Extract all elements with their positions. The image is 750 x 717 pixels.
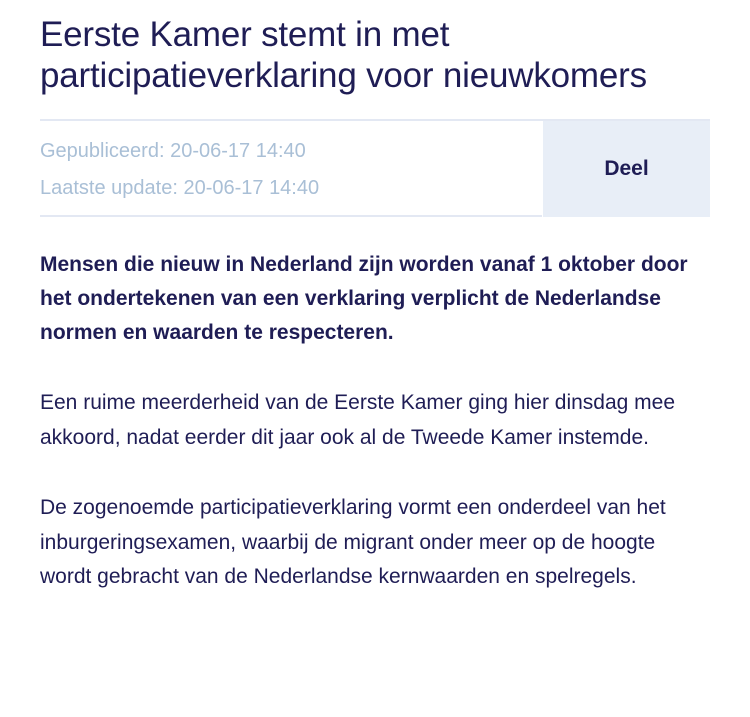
article-paragraph: Een ruime meerderheid van de Eerste Kamer ging hier dinsdag mee akkoord, nadat eerder dit jaar ook al de Tweede Kamer instemde. (40, 391, 676, 449)
published-timestamp: Gepubliceerd: 20-06-17 14:40 (40, 140, 306, 162)
article-timestamps (40, 121, 542, 217)
updated-timestamp: Laatste update: 20-06-17 14:40 (40, 177, 320, 199)
article-meta-bar (40, 119, 710, 218)
article (40, 0, 710, 595)
article-lead: Mensen die nieuw in Nederland zijn worden vanaf 1 oktober door het ondertekenen van een verklaring verplicht de Nederlandse normen en waarden te respecteren. (40, 253, 688, 344)
article-title: Eerste Kamer stemt in met participatieverklaring voor nieuwkomers (40, 15, 647, 95)
share-button[interactable]: Deel (543, 121, 710, 217)
article-paragraph: De zogenoemde participatieverklaring vormt een onderdeel van het inburgeringsexamen, waarbij de migrant onder meer op de hoogte wordt gebracht van de Nederlandse kernwaarden en spelregels. (40, 496, 666, 588)
